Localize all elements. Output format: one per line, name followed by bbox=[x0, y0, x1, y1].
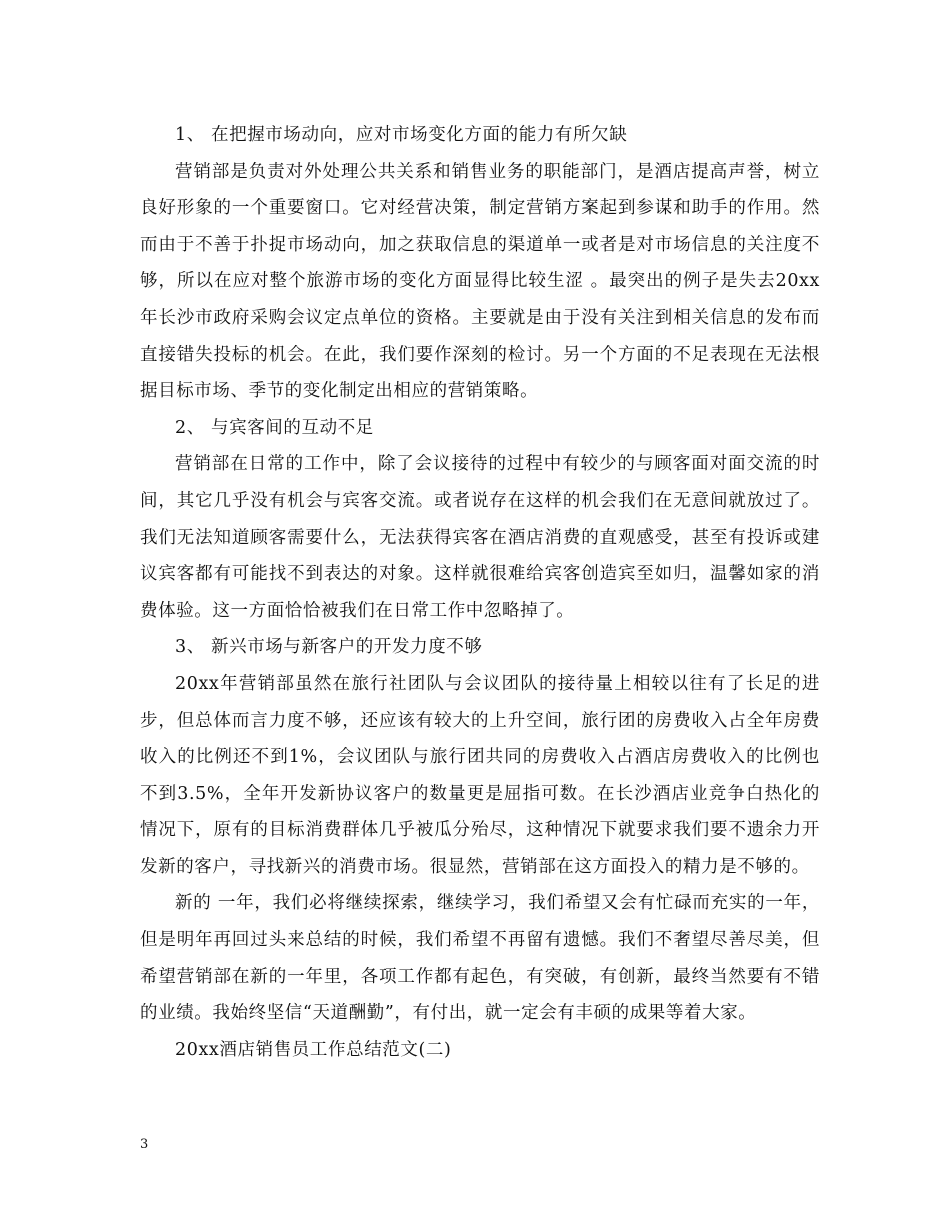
document-body bbox=[140, 117, 820, 1068]
page-number: 3 bbox=[140, 1137, 149, 1152]
paragraph-1: 营销部是负责对外处理公共关系和销售业务的职能部门，是酒店提高声誉，树立良好形象的一个重要窗口。它对经营决策，制定营销方案起到参谋和助手的作用。然而由于不善于扑捉市场动向，加之获取信息的渠道单一或者是对市场信息的关注度不够，所以在应对整个旅游市场的变化方面显得比较生涩 。最突出的例子是失去20xx年长沙市政府采购会议定点单位的资格。主要就是由于没有关注到相关信息的发布而直接错失投标的机会。在此，我们要作深刻的检讨。另一个方面的不足表现在无法根据目标市场、季节的变化制定出相应的营销策略。 bbox=[140, 161, 820, 402]
section-heading-3: 3、 新兴市场与新客户的开发力度不够 bbox=[175, 637, 483, 658]
paragraph-3: 20xx年营销部虽然在旅行社团队与会议团队的接待量上相较以往有了长足的进步，但总体而言力度不够，还应该有较大的上升空间，旅行团的房费收入占全年房费收入的比例还不到1%，会议团队与旅行团共同的房费收入占酒店房费收入的比例也不到3.5%，全年开发新协议客户的数量更是屈指可数。在长沙酒店业竞争白热化的情况下，原有的目标消费群体几乎被瓜分殆尽，这种情况下就要求我们要不遗余力开发新的客户，寻找新兴的消费市场。很显然，营销部在这方面投入的精力是不够的。 bbox=[140, 673, 820, 877]
section-heading-1: 1、 在把握市场动向，应对市场变化方面的能力有所欠缺 bbox=[175, 125, 628, 145]
next-article-title: 20xx酒店销售员工作总结范文(二) bbox=[175, 1039, 452, 1060]
paragraph-2: 营销部在日常的工作中，除了会议接待的过程中有较少的与顾客面对面交流的时间，其它几乎没有机会与宾客交流。或者说存在这样的机会我们在无意间就放过了。我们无法知道顾客需要什么，无法获得宾客在酒店消费的直观感受，甚至有投诉或建议宾客都有可能找不到表达的对象。这样就很难给宾客创造宾至如归，温馨如家的消费体验。这一方面恰恰被我们在日常工作中忽略掉了。 bbox=[140, 454, 820, 621]
paragraph-4: 新的 一年，我们必将继续探索，继续学习，我们希望又会有忙碌而充实的一年，但是明年再回过头来总结的时候，我们希望不再留有遗憾。我们不奢望尽善尽美，但希望营销部在新的一年里，各项工作都有起色，有突破，有创新，最终当然要有不错的业绩。我始终坚信“天道酬勤”，有付出，就一定会有丰硕的成果等着大家。 bbox=[140, 893, 820, 1024]
section-heading-2: 2、 与宾客间的互动不足 bbox=[175, 417, 374, 438]
